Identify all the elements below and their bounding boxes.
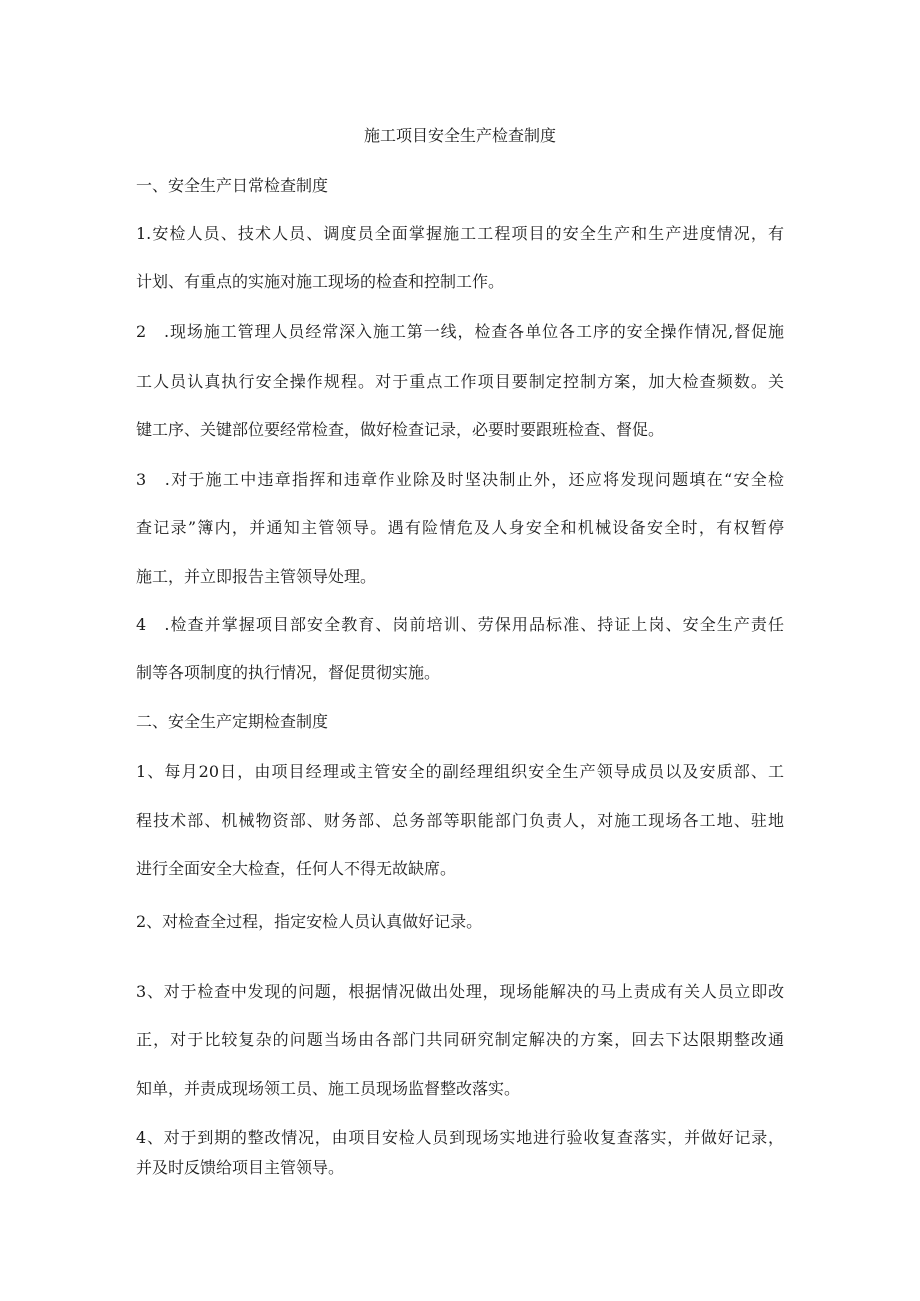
paragraph-line: 施工，并立即报告主管领导处理。 xyxy=(136,567,377,586)
paragraph-line: 工人员认真执行安全操作规程。对于重点工作项目要制定控制方案，加大检查频数。关 xyxy=(136,372,784,391)
paragraph-line: 制等各项制度的执行情况，督促贯彻实施。 xyxy=(136,663,441,682)
document-title: 施工项目安全生产检查制度 xyxy=(363,126,556,145)
paragraph-line: 3 .对于施工中违章指挥和违章作业除及时坚决制止外，还应将发现问题填在“安全检 xyxy=(136,470,784,489)
paragraph-line: 计划、有重点的实施对施工现场的检查和控制工作。 xyxy=(136,272,505,291)
paragraph-line: 正，对于比较复杂的问题当场由各部门共同研究制定解决的方案，回去下达限期整改通 xyxy=(136,1030,784,1049)
paragraph-line: 4、对于到期的整改情况，由项目安检人员到现场实地进行验收复查落实，并做好记录， xyxy=(136,1128,784,1147)
section-heading-daily-inspection: 一、安全生产日常检查制度 xyxy=(136,176,329,195)
paragraph-line: 2、对检查全过程，指定安检人员认真做好记录。 xyxy=(136,912,483,931)
section-heading-periodic-inspection: 二、安全生产定期检查制度 xyxy=(136,712,329,731)
paragraph-line: 知单，并责成现场领工员、施工员现场监督整改落实。 xyxy=(136,1079,521,1098)
paragraph-line: 查记录”簿内，并通知主管领导。遇有险情危及人身安全和机械设备安全时，有权暂停 xyxy=(136,518,784,537)
paragraph-line: 3、对于检查中发现的问题，根据情况做出处理，现场能解决的马上责成有关人员立即改 xyxy=(136,982,784,1001)
paragraph-line: 进行全面安全大检查，任何人不得无故缺席。 xyxy=(136,859,457,878)
paragraph-line: 并及时反馈给项目主管领导。 xyxy=(136,1158,345,1177)
paragraph-line: 4 .检查并掌握项目部安全教育、岗前培训、劳保用品标准、持证上岗、安全生产责任 xyxy=(136,615,784,634)
paragraph-line: 1、每月20日，由项目经理或主管安全的副经理组织安全生产领导成员以及安质部、工 xyxy=(136,762,784,781)
paragraph-line: 键工序、关键部位要经常检查，做好检查记录，必要时要跟班检查、督促。 xyxy=(136,420,665,439)
paragraph-line: 2 .现场施工管理人员经常深入施工第一线，检查各单位各工序的安全操作情况,督促施 xyxy=(136,322,784,341)
paragraph-line: 1.安检人员、技术人员、调度员全面掌握施工工程项目的安全生产和生产进度情况，有 xyxy=(136,224,784,243)
paragraph-line: 程技术部、机械物资部、财务部、总务部等职能部门负责人，对施工现场各工地、驻地 xyxy=(136,811,784,830)
